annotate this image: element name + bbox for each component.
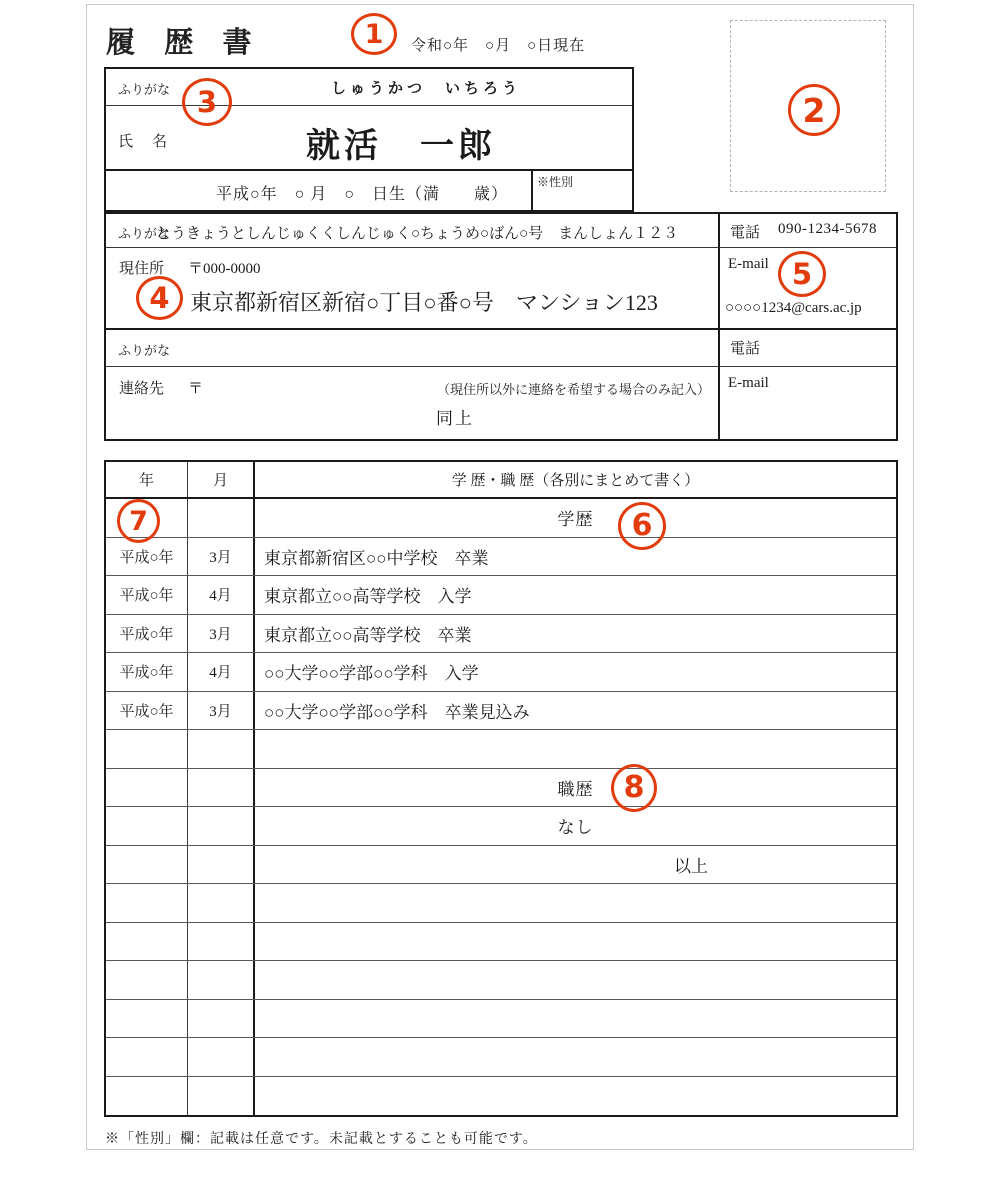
year-column-header: 年 (106, 462, 188, 497)
history-year-cell: 平成○年 (106, 615, 188, 653)
history-month-cell (188, 1077, 255, 1116)
history-year-cell: 平成○年 (106, 692, 188, 730)
contact-email-label: E-mail (728, 375, 769, 391)
history-text-cell (255, 884, 896, 922)
history-text-cell (255, 730, 896, 768)
history-row (106, 615, 896, 654)
history-row (106, 499, 896, 538)
phone-label: 電話 (730, 225, 761, 241)
history-text-cell: 東京都立○○高等学校 入学 (264, 587, 472, 607)
address-right-pane (718, 214, 896, 439)
history-rows (106, 499, 896, 1115)
history-row (106, 846, 896, 885)
email-label: E-mail (728, 256, 769, 272)
history-year-cell (106, 769, 188, 807)
history-month-cell: 3月 (188, 615, 255, 653)
gender-label: ※性別 (537, 175, 574, 189)
history-row (106, 923, 896, 962)
history-text-cell (255, 923, 896, 961)
history-row (106, 538, 896, 577)
history-month-cell (188, 1038, 255, 1076)
history-row (106, 1077, 896, 1116)
history-year-cell (106, 807, 188, 845)
name-furigana-label: ふりがな (118, 82, 171, 97)
history-table (104, 460, 898, 1117)
history-text-cell: ○○大学○○学部○○学科 卒業見込み (264, 702, 530, 722)
current-address-value: 東京都新宿区新宿○丁目○番○号 マンション123 (190, 290, 658, 315)
contact-furigana-label: ふりがな (118, 343, 171, 358)
history-row (106, 1038, 896, 1077)
annotation-circle-1: 1 (351, 13, 397, 55)
phone-row (720, 214, 896, 248)
history-year-cell (106, 1077, 188, 1116)
name-section (104, 67, 634, 212)
history-year-cell (106, 1000, 188, 1038)
history-year-cell (106, 884, 188, 922)
history-row (106, 807, 896, 846)
address-furigana-value: とうきょうとしんじゅくくしんじゅく○ちょうめ○ばん○号 まんしょん１２３ (156, 226, 679, 242)
name-value: 就活 一郎 (306, 128, 496, 165)
address-section (104, 212, 898, 441)
birthdate-text: 平成○年 ○ 月 ○ 日生（満 歳） (216, 186, 508, 203)
history-month-cell: 3月 (188, 692, 255, 730)
contact-postal-mark: 〒 (188, 381, 204, 397)
history-row (106, 576, 896, 615)
history-text-cell (255, 1038, 896, 1076)
phone-value: 090-1234-5678 (778, 221, 877, 237)
current-address-label: 現住所 (119, 261, 165, 277)
address-furigana-row (106, 214, 718, 248)
history-row (106, 653, 896, 692)
history-month-cell: 4月 (188, 576, 255, 614)
annotation-circle-2: 2 (788, 84, 840, 136)
name-row (106, 106, 632, 171)
history-text-cell: 以上 (674, 856, 708, 876)
annotation-circle-7: 7 (117, 499, 160, 543)
history-year-cell (106, 730, 188, 768)
history-text-cell (255, 1000, 896, 1038)
postal-code-value: 〒000-0000 (188, 261, 261, 277)
gender-footnote: ※「性別」欄：記載は任意です。未記載とすることも可能です。 (105, 1132, 538, 1147)
history-text-cell: ○○大学○○学部○○学科 入学 (264, 664, 479, 684)
contact-label: 連絡先 (119, 381, 165, 397)
history-year-cell (106, 1038, 188, 1076)
email-value: ○○○○1234@cars.ac.jp (725, 300, 862, 316)
month-column-header: 月 (188, 462, 255, 497)
gender-cell (531, 171, 632, 210)
history-row (106, 961, 896, 1000)
history-header-row (106, 462, 896, 499)
annotation-circle-4: 4 (136, 276, 183, 320)
history-year-cell (106, 846, 188, 884)
page-title: 履 歴 書 (106, 27, 263, 59)
history-month-cell (188, 499, 255, 537)
contact-phone-row (720, 330, 896, 367)
address-furigana-label: ふりがな (118, 226, 171, 241)
history-year-cell (106, 961, 188, 999)
history-text-cell: 職歴 (557, 779, 594, 799)
birthdate-row (106, 171, 632, 210)
history-month-cell (188, 769, 255, 807)
history-year-cell (106, 923, 188, 961)
history-month-cell (188, 1000, 255, 1038)
history-row (106, 692, 896, 731)
history-text-cell (255, 961, 896, 999)
date-note: 令和○年 ○月 ○日現在 (411, 38, 586, 54)
history-row (106, 769, 896, 808)
history-text-cell (255, 1077, 896, 1116)
history-row (106, 730, 896, 769)
annotation-circle-5: 5 (778, 251, 826, 297)
name-furigana-value: しゅうかつ いちろう (331, 81, 522, 97)
annotation-circle-6: 6 (618, 502, 666, 550)
address-left-pane (106, 214, 718, 439)
history-month-cell: 4月 (188, 653, 255, 691)
history-month-cell (188, 807, 255, 845)
history-month-cell (188, 846, 255, 884)
history-text-cell: なし (557, 818, 594, 838)
history-month-cell (188, 923, 255, 961)
annotation-circle-3: 3 (182, 78, 232, 126)
history-year-cell: 平成○年 (106, 538, 188, 576)
contact-phone-label: 電話 (730, 341, 761, 357)
history-year-cell: 平成○年 (106, 576, 188, 614)
history-month-cell: 3月 (188, 538, 255, 576)
name-label: 氏 名 (118, 134, 170, 150)
annotation-circle-8: 8 (611, 764, 657, 812)
history-row (106, 1000, 896, 1039)
history-row (106, 884, 896, 923)
contact-note: （現住所以外に連絡を希望する場合のみ記入） (436, 382, 710, 397)
history-year-cell: 平成○年 (106, 653, 188, 691)
history-text-cell: 東京都新宿区○○中学校 卒業 (264, 548, 489, 568)
history-month-cell (188, 961, 255, 999)
contact-email-row (720, 367, 896, 437)
contact-address-row (106, 367, 718, 437)
history-text-cell: 東京都立○○高等学校 卒業 (264, 625, 472, 645)
contact-same-as-above: 同上 (436, 409, 474, 428)
current-address-row (106, 248, 718, 330)
history-column-header: 学 歴・職 歴（各別にまとめて書く） (451, 473, 700, 489)
history-text-cell: 学歴 (557, 510, 594, 530)
history-month-cell (188, 730, 255, 768)
history-month-cell (188, 884, 255, 922)
contact-furigana-row (106, 330, 718, 367)
